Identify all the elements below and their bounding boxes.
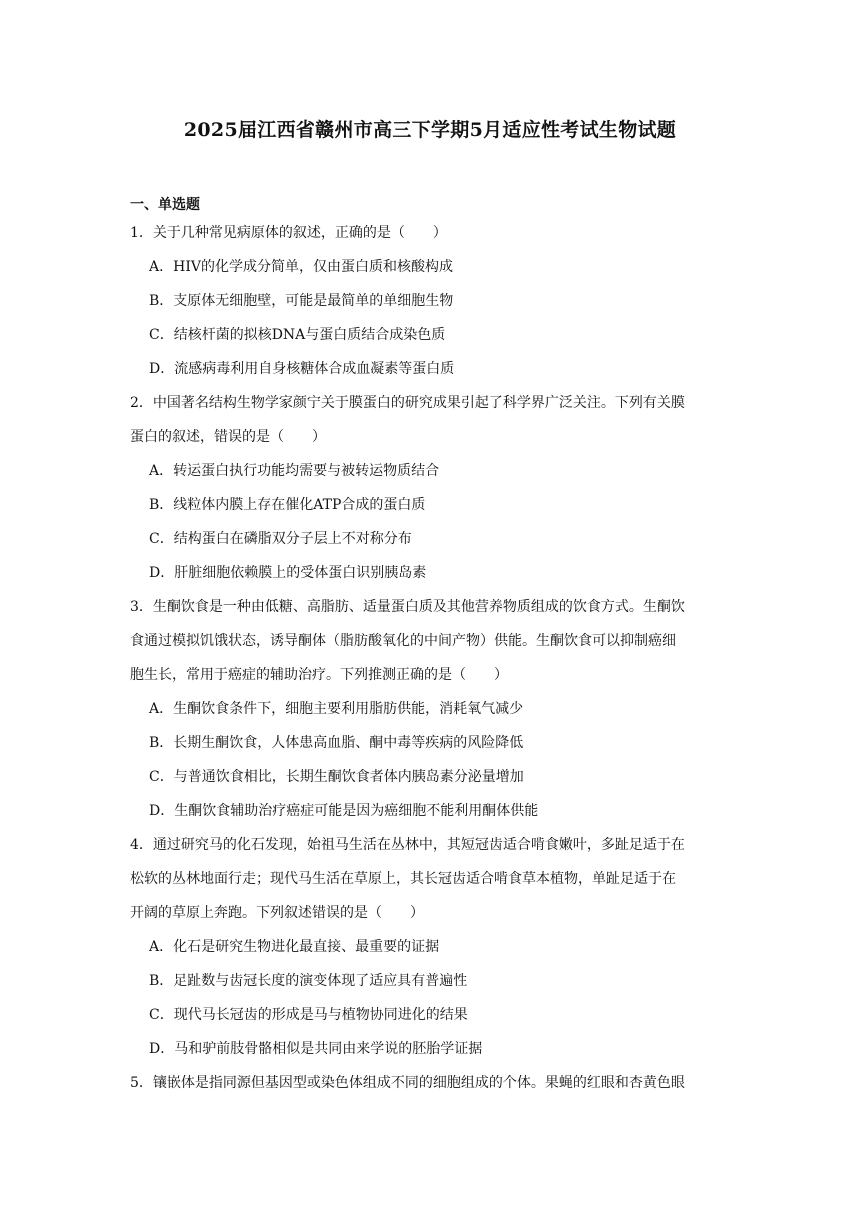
question-4-stem-cont-2: 开阔的草原上奔跑。下列叙述错误的是（ ） [130, 905, 424, 921]
question-3-option-d: D．生酮饮食辅助治疗癌症可能是因为癌细胞不能利用酮体供能 [149, 803, 539, 819]
question-4-option-b: B．足趾数与齿冠长度的演变体现了适应具有普遍性 [149, 973, 468, 989]
question-4-option-a: A．化石是研究生物进化最直接、最重要的证据 [149, 939, 440, 955]
page-title: 2025届江西省赣州市高三下学期5月适应性考试生物试题 [183, 119, 677, 141]
question-1-option-c: C．结核杆菌的拟核DNA与蛋白质结合成染色质 [149, 327, 446, 343]
question-2-option-c: C．结构蛋白在磷脂双分子层上不对称分布 [149, 531, 412, 547]
question-2-option-d: D．肝脏细胞依赖膜上的受体蛋白识别胰岛素 [149, 565, 427, 581]
question-4-option-c: C．现代马长冠齿的形成是马与植物协同进化的结果 [149, 1007, 468, 1023]
question-4-stem-cont-1: 松软的丛林地面行走；现代马生活在草原上，其长冠齿适合啃食草本植物，单趾足适于在 [130, 871, 676, 887]
question-2-option-a: A．转运蛋白执行功能均需要与被转运物质结合 [149, 463, 440, 479]
question-3-option-c: C．与普通饮食相比，长期生酮饮食者体内胰岛素分泌量增加 [149, 769, 524, 785]
question-3-stem: 3．生酮饮食是一种由低糖、高脂肪、适量蛋白质及其他营养物质组成的饮食方式。生酮饮 [130, 599, 685, 615]
question-list [130, 221, 734, 1105]
question-4-stem: 4．通过研究马的化石发现，始祖马生活在丛林中，其短冠齿适合啃食嫩叶，多趾足适于在 [130, 837, 685, 853]
question-2-stem: 2．中国著名结构生物学家颜宁关于膜蛋白的研究成果引起了科学界广泛关注。下列有关膜 [130, 395, 685, 411]
question-1-option-a: A．HIV的化学成分简单，仅由蛋白质和核酸构成 [149, 259, 453, 275]
question-1-option-b: B．支原体无细胞壁，可能是最简单的单细胞生物 [149, 293, 454, 309]
question-2-stem-cont: 蛋白的叙述，错误的是（ ） [130, 429, 326, 445]
question-3-stem-cont-1: 食通过模拟饥饿状态，诱导酮体（脂肪酸氧化的中间产物）供能。生酮饮食可以抑制癌细 [130, 633, 676, 649]
question-2-option-b: B．线粒体内膜上存在催化ATP合成的蛋白质 [149, 497, 426, 513]
question-5-stem: 5．镶嵌体是指同源但基因型或染色体组成不同的细胞组成的个体。果蝇的红眼和杏黄色眼 [130, 1075, 685, 1091]
question-1-option-d: D．流感病毒利用自身核糖体合成血凝素等蛋白质 [149, 361, 455, 377]
question-3-stem-cont-2: 胞生长，常用于癌症的辅助治疗。下列推测正确的是（ ） [130, 667, 508, 683]
question-1-stem: 1．关于几种常见病原体的叙述，正确的是（ ） [130, 225, 447, 241]
question-3-option-b: B．长期生酮饮食，人体患高血脂、酮中毒等疾病的风险降低 [149, 735, 524, 751]
section-heading: 一、单选题 [130, 197, 200, 213]
question-3-option-a: A．生酮饮食条件下，细胞主要利用脂肪供能，消耗氧气减少 [149, 701, 524, 717]
question-4-option-d: D．马和驴前肢骨骼相似是共同由来学说的胚胎学证据 [149, 1041, 483, 1057]
